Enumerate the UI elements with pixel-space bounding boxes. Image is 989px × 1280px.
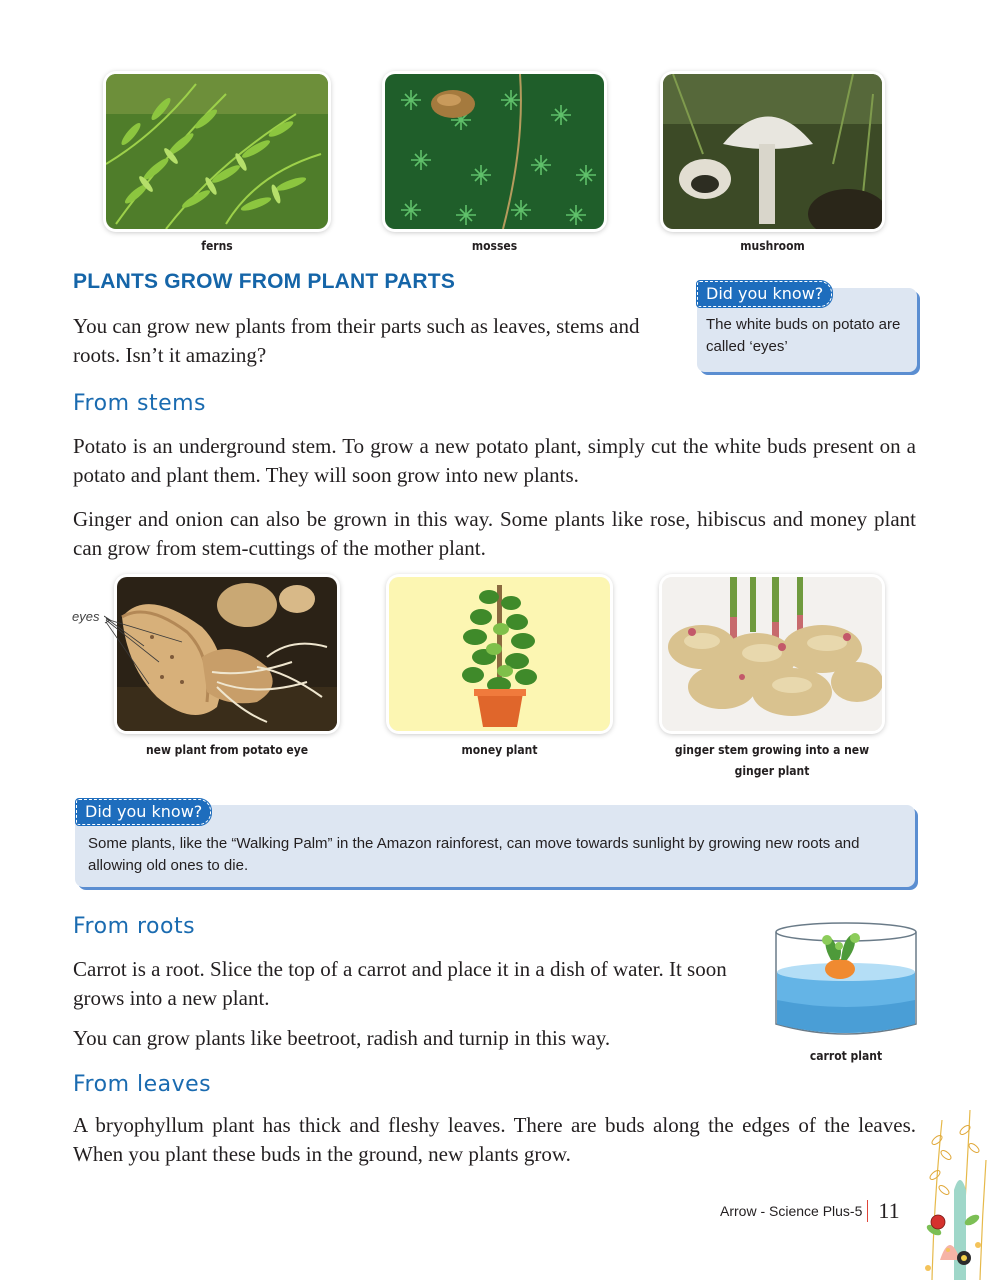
did-you-know-text-1: The white buds on potato are called ‘eyes’: [706, 316, 901, 355]
carrot-plant-caption: carrot plant: [809, 1049, 883, 1063]
page-footer: [720, 1197, 900, 1225]
did-you-know-tag-2: Did you know?: [76, 799, 211, 825]
ginger-photo: [662, 577, 882, 731]
section-intro: You can grow new plants from their parts such as leaves, stems and roots. Isn’t it amazing?: [73, 314, 640, 367]
subheading-from-roots: From roots: [73, 914, 196, 939]
roots-paragraph-1: Carrot is a root. Slice the top of a carrot and place it in a dish of water. It soon grows into a new plant.: [73, 957, 727, 1010]
subheading-from-stems: From stems: [73, 391, 207, 416]
money-plant-photo: [389, 577, 610, 731]
page-number: 11: [878, 1198, 900, 1223]
roots-paragraph-2: You can grow plants like beetroot, radish and turnip in this way.: [73, 1026, 611, 1050]
footer-divider: [867, 1200, 868, 1222]
mushroom-caption: mushroom: [740, 239, 805, 253]
section-title: PLANTS GROW FROM PLANT PARTS: [73, 270, 456, 293]
eyes-pointer-lines: [104, 612, 194, 692]
ginger-caption-line-1: ginger stem growing into a new: [674, 743, 870, 757]
ferns-photo: [106, 74, 328, 229]
eyes-label: eyes: [72, 609, 100, 624]
leaves-paragraph-1: A bryophyllum plant has thick and fleshy leaves. There are buds along the edges of the leaves. When you plant these buds in the ground, new plants grow.: [73, 1113, 916, 1166]
ferns-caption: ferns: [201, 239, 233, 253]
subheading-from-leaves: From leaves: [73, 1072, 212, 1097]
stems-paragraph-1: Potato is an underground stem. To grow a new potato plant, simply cut the white buds present on a potato and plant them. They will soon grow into new plants.: [73, 434, 916, 487]
mosses-caption: mosses: [471, 239, 518, 253]
money-plant-caption: money plant: [461, 743, 538, 757]
did-you-know-tag-1: Did you know?: [697, 281, 832, 307]
book-title: Arrow - Science Plus-5: [720, 1203, 863, 1219]
potato-caption: new plant from potato eye: [145, 743, 309, 757]
mosses-photo: [385, 74, 604, 229]
stems-paragraph-2: Ginger and onion can also be grown in this way. Some plants like rose, hibiscus and money plant can grow from stem-cuttings of the mother plant.: [73, 507, 916, 560]
ginger-caption-line-2: ginger plant: [734, 764, 810, 778]
carrot-plant-illustration: [773, 920, 919, 1042]
mushroom-photo: [663, 74, 882, 229]
floral-decoration: [920, 1100, 989, 1280]
did-you-know-text-2: Some plants, like the “Walking Palm” in the Amazon rainforest, can move towards sunlight by growing new roots and allowing old ones to die.: [88, 835, 860, 874]
